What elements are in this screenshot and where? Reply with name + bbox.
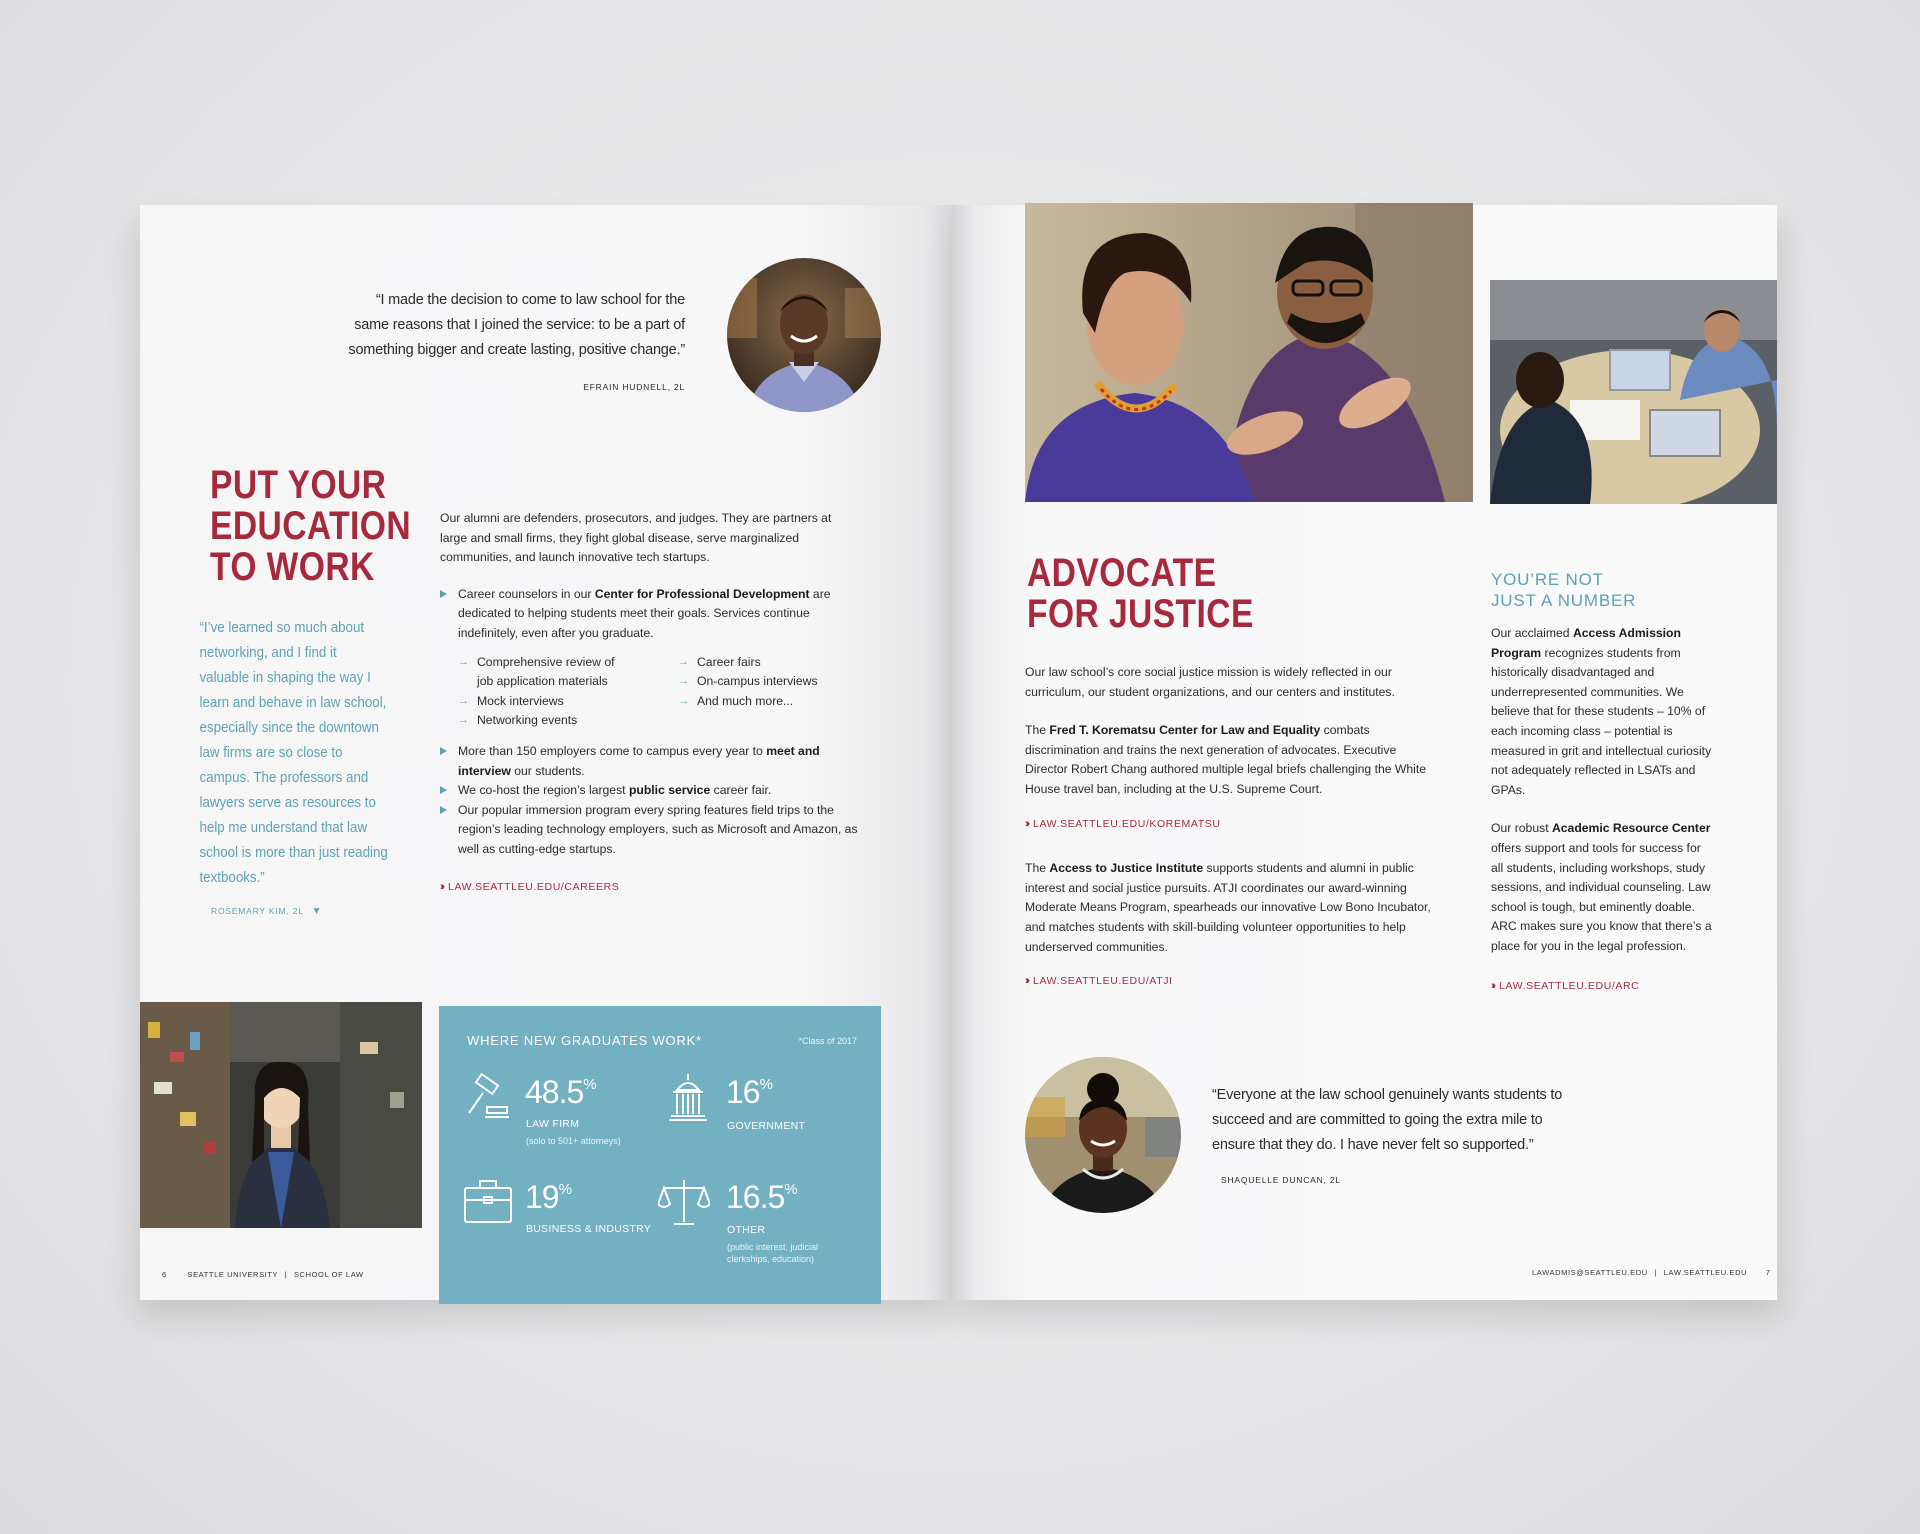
korematsu-paragraph (1025, 721, 1437, 799)
stat-law-firm-label: LAW FIRM (526, 1118, 580, 1130)
arc-link-text[interactable]: LAW.SEATTLEU.EDU/ARC (1499, 979, 1640, 992)
stat-unit: % (784, 1181, 797, 1198)
bullet-employers-post: our students. (510, 763, 585, 778)
top-quote-text: “I made the decision to come to law school for the same reasons that I joined the service: to be a part of something bigger and create lasting, positive change.” (348, 292, 685, 358)
bullet-employers (440, 742, 860, 781)
top-quote-attribution: EFRAIN HUDNELL, 2L (583, 382, 685, 392)
scales-icon (658, 1176, 710, 1233)
justice-body (1025, 663, 1437, 992)
services-col-1 (458, 653, 678, 731)
arrow-right-icon: → (678, 655, 689, 668)
arrow-right-icon: → (458, 655, 469, 668)
bottom-quote-text: “Everyone at the law school genuinely wants students to succeed and are committed to going the extra mile to ensure that they do. I have never felt so supported.” (1212, 1087, 1563, 1153)
side-heading-line-1: YOU’RE NOT (1491, 570, 1604, 589)
stat-other-sub: (public interest, judicial clerkships, education) (727, 1242, 819, 1264)
advocate-for-justice-heading (1027, 553, 1254, 635)
service-item (458, 711, 678, 731)
korematsu-pre: The (1025, 723, 1050, 738)
shaquelle-portrait (1025, 1057, 1181, 1213)
gavel-icon (463, 1073, 513, 1128)
services-list (440, 653, 860, 731)
bottom-quote-attribution: SHAQUELLE DUNCAN, 2L (1221, 1175, 1341, 1185)
arrow-right-icon: → (678, 675, 689, 688)
briefcase-icon (463, 1178, 513, 1229)
chevrons-right-icon: ››› (1025, 975, 1027, 988)
arc-link[interactable] (1491, 977, 1713, 997)
service-item-label: On-campus interviews (697, 674, 818, 689)
bullet-triangle-icon (440, 786, 447, 794)
not-just-a-number-heading (1491, 569, 1636, 611)
stat-government-label: GOVERNMENT (727, 1120, 806, 1132)
pull-quote-attribution-text: ROSEMARY KIM, 2L (211, 906, 304, 916)
korematsu-link-text[interactable]: LAW.SEATTLEU.EDU/KOREMATSU (1033, 817, 1221, 830)
down-triangle-icon: ▼ (311, 906, 323, 917)
atji-bold: Access to Justice Institute (1049, 861, 1204, 876)
academic-resource-paragraph (1491, 819, 1713, 956)
bullet-fair-post: career fair. (710, 783, 772, 798)
side-p2-bold: Academic Resource Center (1551, 821, 1711, 836)
atji-link-text[interactable]: LAW.SEATTLEU.EDU/ATJI (1033, 975, 1173, 988)
bullet-cpd-bold: Center for Professional Development (594, 586, 810, 601)
heading-line-2: FOR JUSTICE (1027, 592, 1254, 636)
stat-value: 19 (525, 1179, 559, 1215)
side-p2-pre: Our robust (1491, 821, 1552, 836)
careers-link[interactable] (440, 878, 860, 898)
heading-line-3: TO WORK (210, 545, 375, 589)
atji-pre: The (1025, 861, 1050, 876)
service-item (678, 653, 818, 673)
stats-title: WHERE NEW GRADUATES WORK* (467, 1033, 702, 1048)
arrow-right-icon: → (458, 714, 469, 727)
capitol-icon (667, 1072, 709, 1127)
korematsu-post: combats discrimination and trains the next generation of advocates. Executive Director Robert Chang authored multiple legal briefs challenging the White House travel ban, including at the U.S. Supreme Court. (1025, 723, 1427, 796)
side-column-body (1491, 624, 1713, 996)
top-quote (340, 288, 685, 400)
chevrons-right-icon: ››› (1491, 979, 1493, 992)
side-p1-post: recognizes students from historically disadvantaged and underrepresented communities. We believe that for these students – 10% of each incoming class – potential is measured in grit and intellectual curiosity not adequately reflected in LSATs and GPAs. (1491, 645, 1712, 797)
stat-unit: % (558, 1181, 571, 1198)
graduate-stats-box (439, 1006, 881, 1304)
heading-line-1: PUT YOUR (210, 463, 387, 507)
folio-divider: | (1654, 1268, 1658, 1277)
atji-link[interactable] (1025, 972, 1437, 992)
rosemary-photo (140, 1002, 422, 1228)
stat-value: 16 (726, 1074, 760, 1110)
service-item (678, 672, 818, 692)
bullet-cpd (440, 585, 860, 644)
bullet-triangle-icon (440, 590, 447, 598)
bullet-employers-bold: meet and interview (458, 743, 820, 778)
stat-business-label: BUSINESS & INDUSTRY (526, 1223, 652, 1235)
side-p2-post: offers support and tools for success for all students, including workshops, study sessions, and individual counseling. Law school is tough, but eminently doable. ARC makes sure you know that there’s a place for you in the legal profession. (1491, 840, 1712, 953)
service-item (458, 653, 633, 692)
put-your-education-heading (210, 465, 411, 588)
left-folio (162, 1270, 364, 1279)
heading-line-1: ADVOCATE (1027, 551, 1217, 595)
folio-site: LAW.SEATTLEU.EDU (1663, 1268, 1748, 1277)
stat-law-firm-value (525, 1074, 596, 1111)
arrow-right-icon: → (458, 694, 469, 707)
service-item (458, 692, 678, 712)
stat-business-value (525, 1179, 571, 1216)
justice-intro: Our law school’s core social justice mission is widely reflected in our curriculum, our student organizations, and our centers and institutes. (1025, 665, 1395, 699)
bullet-employers-pre: More than 150 employers come to campus every year to (458, 743, 767, 758)
bullet-cpd-pre: Career counselors in our (458, 586, 595, 601)
service-item-label: And much more... (697, 693, 794, 708)
folio-email: LAWADMIS@SEATTLEU.EDU (1532, 1268, 1648, 1277)
stats-note: *Class of 2017 (798, 1036, 857, 1046)
bullet-fair-pre: We co-host the region’s largest (458, 783, 629, 798)
side-heading-line-2: JUST A NUMBER (1491, 591, 1637, 610)
bullet-cpd-post: are dedicated to helping students meet their goals. Services continue indefinitely, even after you graduate. (458, 586, 831, 640)
stat-other-label: OTHER (727, 1224, 766, 1236)
heading-line-2: EDUCATION (210, 504, 412, 548)
stat-law-firm-sub: (solo to 501+ attorneys) (526, 1136, 621, 1146)
discussion-photo (1025, 203, 1473, 502)
service-item-label: Career fairs (697, 654, 761, 669)
pull-quote-text: “I’ve learned so much about networking, and I find it valuable in shaping the way I learn and behave in law school, especially since the downtown law firms are so close to campus. The professors and lawyers serve as resources to help me understand that law school is more than just reading textbooks.” (199, 620, 388, 886)
service-item-label: Comprehensive review of job application materials (477, 654, 615, 689)
service-item (678, 692, 818, 712)
korematsu-bold: Fred T. Korematsu Center for Law and Equality (1049, 723, 1321, 738)
bullet-immersion-text: Our popular immersion program every spring features field trips to the region’s leading technology employers, such as Microsoft and Amazon, as well as cutting-edge startups. (458, 802, 858, 856)
right-folio (1532, 1268, 1771, 1277)
stat-value: 48.5 (525, 1074, 584, 1110)
stat-unit: % (583, 1076, 596, 1093)
right-page-number: 7 (1765, 1268, 1771, 1277)
folio-school: SCHOOL OF LAW (293, 1270, 364, 1279)
rosemary-pull-quote (199, 616, 389, 891)
service-item-label: Mock interviews (477, 693, 564, 708)
korematsu-link[interactable] (1025, 815, 1437, 835)
bullet-immersion (440, 801, 860, 860)
bullet-triangle-icon (440, 806, 447, 814)
atji-paragraph (1025, 859, 1437, 957)
careers-body (440, 509, 860, 897)
chevrons-right-icon: ››› (440, 880, 442, 893)
bullet-triangle-icon (440, 747, 447, 755)
arrow-right-icon: → (678, 694, 689, 707)
folio-divider: | (284, 1270, 288, 1279)
study-group-photo (1490, 280, 1777, 504)
stat-unit: % (759, 1076, 772, 1093)
efrain-portrait (727, 258, 881, 412)
services-col-2 (678, 653, 818, 731)
stat-other-value (726, 1179, 797, 1216)
atji-post: supports students and alumni in public interest and social justice pursuits. ATJI coordinates our award-winning Moderate Means Program, spearheads our innovative Low Bono Incubator, and matches students with skill-building volunteer opportunities to help underserved communities. (1025, 861, 1431, 954)
careers-link-text[interactable]: LAW.SEATTLEU.EDU/CAREERS (448, 880, 620, 893)
stat-government-value (726, 1074, 772, 1111)
service-item-label: Networking events (477, 713, 578, 728)
careers-intro: Our alumni are defenders, prosecutors, and judges. They are partners at large and small firms, they fight global disease, serve marginalized communities, and launch innovative tech startups. (440, 511, 832, 565)
pull-quote-attribution (211, 906, 322, 917)
access-admission-paragraph (1491, 624, 1713, 800)
side-p1-bold: Access Admission Program (1491, 626, 1681, 660)
chevrons-right-icon: ››› (1025, 817, 1027, 830)
stat-value: 16.5 (726, 1179, 785, 1215)
bullet-career-fair (440, 781, 860, 801)
bullet-fair-bold: public service (628, 783, 711, 798)
left-page-number: 6 (162, 1270, 167, 1279)
folio-university: SEATTLE UNIVERSITY (187, 1270, 279, 1279)
bottom-quote (1212, 1083, 1582, 1193)
side-p1-pre: Our acclaimed (1491, 626, 1573, 640)
